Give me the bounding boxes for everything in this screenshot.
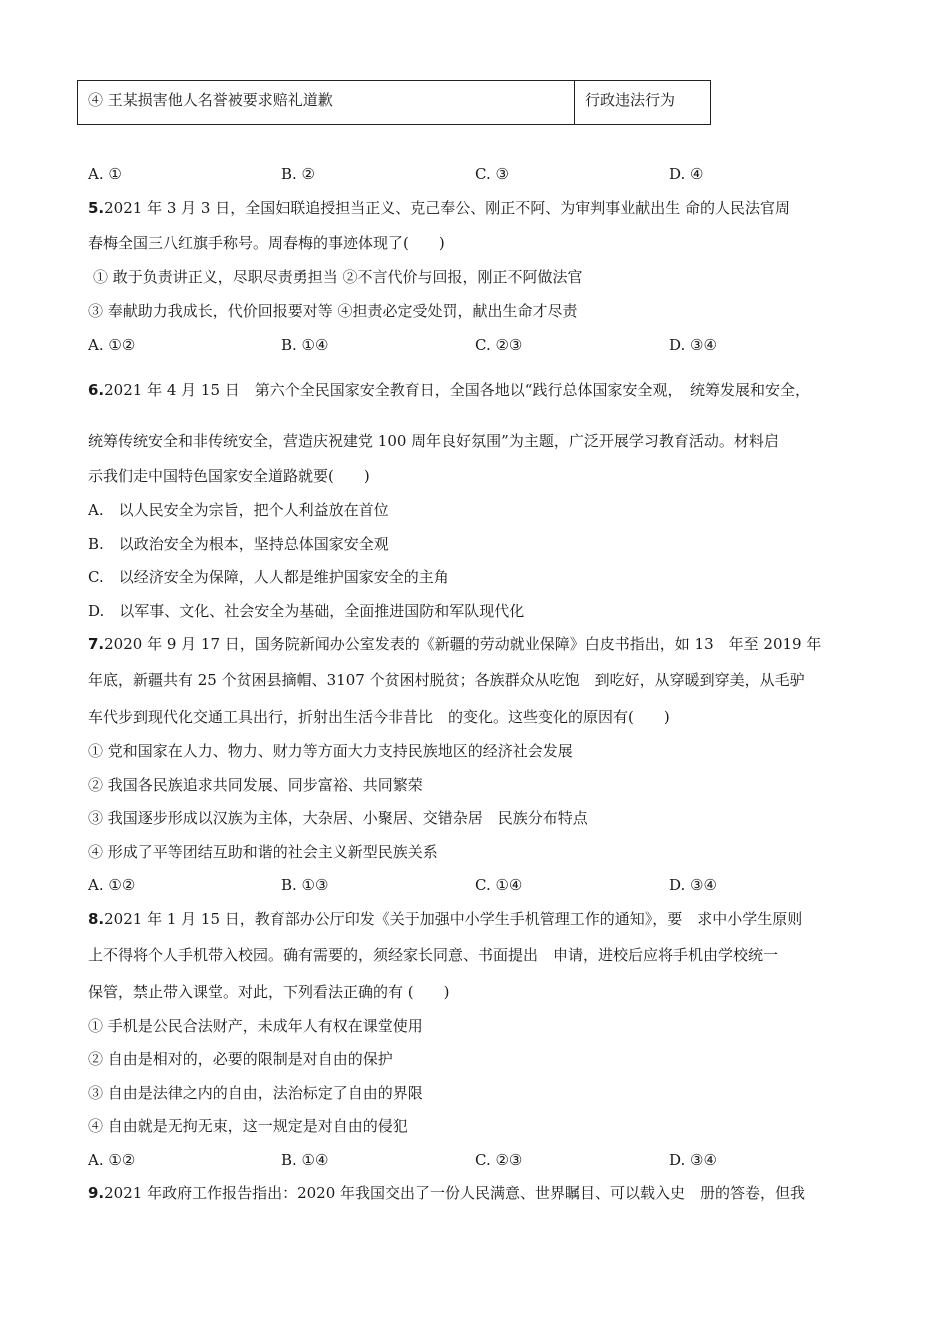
- q6-option-a: A. 以人民安全为宗旨，把个人利益放在首位: [88, 501, 389, 519]
- q7-options: [88, 875, 888, 895]
- option-a: A. ①②: [88, 1151, 136, 1169]
- option-b: B. ②: [281, 165, 316, 183]
- option-d: D. ③④: [669, 1151, 717, 1169]
- option-a: A. ①: [88, 165, 122, 183]
- q7-stem-line: 年底，新疆共有 25 个贫困县摘帽、3107 个贫困村脱贫；各族群众从吃饱 到吃好，从穿暖到穿美，从毛驴: [88, 671, 805, 689]
- q7-stem-line: 车代步到现代化交通工具出行，折射出生活今非昔比 的变化。这些变化的原因有( ): [88, 708, 670, 726]
- question-number: 9.: [88, 1184, 105, 1202]
- q8-statement: ③ 自由是法律之内的自由，法治标定了自由的界限: [88, 1084, 423, 1102]
- option-c: C. ②③: [475, 336, 523, 354]
- option-d: D. ④: [669, 165, 704, 183]
- table-cell-type: 行政违法行为: [585, 91, 676, 109]
- option-c: C. ③: [475, 165, 509, 183]
- q7-statement: ③ 我国逐步形成以汉族为主体，大杂居、小聚居、交错杂居 民族分布特点: [88, 809, 588, 827]
- option-d: D. ③④: [669, 336, 717, 354]
- table-cell-case: ④ 王某损害他人名誉被要求赔礼道歉: [78, 81, 575, 124]
- q8-statement: ④ 自由就是无拘无束，这一规定是对自由的侵犯: [88, 1117, 408, 1135]
- q6-option-b: B. 以政治安全为根本，坚持总体国家安全观: [88, 535, 389, 553]
- q6-option-d: D. 以军事、文化、社会安全为基础，全面推进国防和军队现代化: [88, 602, 525, 620]
- q8-statement: ① 手机是公民合法财产，未成年人有权在课堂使用: [88, 1017, 423, 1035]
- q7-statement: ① 党和国家在人力、物力、财力等方面大力支持民族地区的经济社会发展: [88, 742, 573, 760]
- q8-statement: ② 自由是相对的，必要的限制是对自由的保护: [88, 1050, 393, 1068]
- option-c: C. ②③: [475, 1151, 523, 1169]
- option-a: A. ①②: [88, 336, 136, 354]
- q4-options: [88, 164, 888, 184]
- q5-statement: ① 敢于负责讲正义，尽职尽责勇担当 ②不言代价与回报，刚正不阿做法官: [93, 268, 583, 286]
- option-d: D. ③④: [669, 876, 717, 894]
- q7-stem-line: 7.2020 年 9 月 17 日，国务院新闻办公室发表的《新疆的劳动就业保障》白皮书指出，如 13 年至 2019 年: [88, 635, 822, 653]
- question-number: 6.: [88, 381, 105, 399]
- q6-stem-line: 统筹传统安全和非传统安全，营造庆祝建党 100 周年良好氛围”为主题，广泛开展学习教育活动。材料启: [88, 432, 779, 450]
- q6-stem-line: 示我们走中国特色国家安全道路就要( ): [88, 467, 370, 485]
- option-c: C. ①④: [475, 876, 523, 894]
- question-number: 8.: [88, 910, 105, 928]
- q5-statement: ③ 奉献助力我成长，代价回报要对等 ④担责必定受处罚，献出生命才尽责: [88, 302, 578, 320]
- option-b: B. ①④: [281, 336, 329, 354]
- q8-options: [88, 1150, 888, 1170]
- option-b: B. ①③: [281, 876, 329, 894]
- question-number: 7.: [88, 635, 105, 653]
- question-number: 5.: [88, 199, 105, 217]
- q5-stem-line: 5.2021 年 3 月 3 日，全国妇联追授担当正义、克己奉公、刚正不阿、为审判事业献出生 命的人民法官周: [88, 199, 791, 217]
- classification-table: [77, 80, 711, 125]
- q8-stem-line: 保管，禁止带入课堂。对此，下列看法正确的有 ( ): [88, 983, 450, 1001]
- q6-option-c: C. 以经济安全为保障，人人都是维护国家安全的主角: [88, 568, 449, 586]
- q5-options: [88, 335, 888, 355]
- q7-statement: ④ 形成了平等团结互助和谐的社会主义新型民族关系: [88, 843, 438, 861]
- q7-statement: ② 我国各民族追求共同发展、同步富裕、共同繁荣: [88, 776, 423, 794]
- q5-stem-line: 春梅全国三八红旗手称号。周春梅的事迹体现了( ): [88, 234, 445, 252]
- q6-stem-line: 6.2021 年 4 月 15 日 第六个全民国家安全教育日，全国各地以“践行总体国家安全观， 统筹发展和安全，: [88, 381, 810, 399]
- q8-stem-line: 8.2021 年 1 月 15 日，教育部办公厅印发《关于加强中小学生手机管理工作的通知》，要 求中小学生原则: [88, 910, 803, 928]
- option-b: B. ①④: [281, 1151, 329, 1169]
- option-a: A. ①②: [88, 876, 136, 894]
- q8-stem-line: 上不得将个人手机带入校园。确有需要的，须经家长同意、书面提出 申请，进校后应将手机由学校统一: [88, 946, 779, 964]
- q9-stem-line: 9.2021 年政府工作报告指出：2020 年我国交出了一份人民满意、世界瞩目、可以载入史 册的答卷，但我: [88, 1184, 806, 1202]
